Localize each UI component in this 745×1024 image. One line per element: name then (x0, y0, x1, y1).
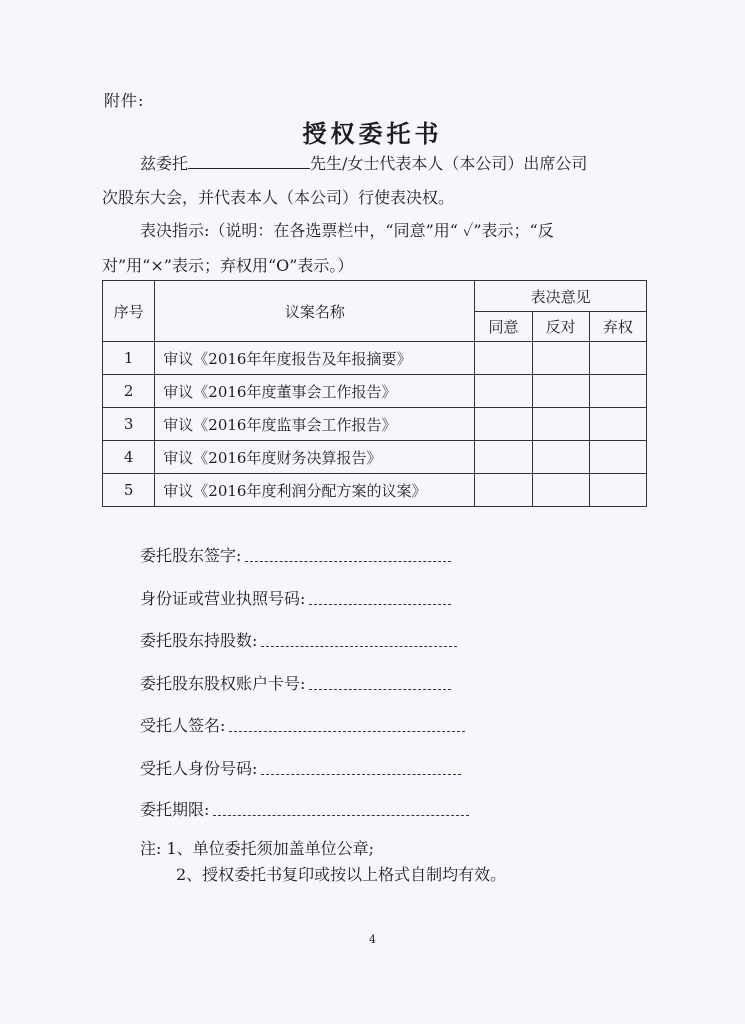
agree-cell[interactable] (475, 441, 532, 474)
term-line[interactable] (213, 805, 469, 816)
signature-line[interactable] (245, 551, 451, 562)
table-row (103, 342, 647, 375)
shares-line[interactable] (261, 636, 457, 647)
id-number-field (140, 586, 451, 609)
abstain-cell[interactable] (589, 375, 646, 408)
agree-cell[interactable] (475, 474, 532, 507)
trustee-signature-field (140, 713, 465, 736)
agree-cell[interactable] (475, 408, 532, 441)
table-row (103, 441, 647, 474)
page-number: 4 (369, 933, 376, 946)
abstain-cell[interactable] (589, 474, 646, 507)
instructions-line-2: 对”用“×”表示；弃权用“O”表示。） (102, 256, 354, 275)
note-line-2: 2、授权委托书复印或按以上格式自制均有效。 (176, 865, 507, 884)
row-no: 5 (103, 474, 155, 507)
table-row (103, 408, 647, 441)
row-no: 2 (103, 375, 155, 408)
table-row (103, 474, 647, 507)
agree-cell[interactable] (475, 342, 532, 375)
attachment-label: 附件: (104, 91, 145, 110)
header-agree: 同意 (475, 312, 532, 342)
intro-line-2: 次股东大会，并代表本人（本公司）行使表决权。 (102, 188, 455, 207)
shares-field (140, 628, 457, 651)
oppose-cell[interactable] (532, 375, 589, 408)
account-field (140, 671, 451, 694)
oppose-cell[interactable] (532, 474, 589, 507)
trustee-id-field (140, 756, 461, 779)
intro-prefix: 兹委托 (140, 154, 189, 173)
shares-label: 委托股东持股数: (140, 631, 258, 650)
intro-suffix: 先生/女士代表本人（本公司）出席公司 (310, 154, 588, 173)
note-line-1: 注: 1、单位委托须加盖单位公章; (140, 839, 375, 858)
row-name: 审议《2016年年度报告及年报摘要》 (155, 342, 475, 375)
row-no: 3 (103, 408, 155, 441)
id-number-line[interactable] (309, 594, 451, 605)
trustee-id-label: 受托人身份号码: (140, 759, 258, 778)
header-name: 议案名称 (155, 281, 475, 342)
row-name: 审议《2016年度利润分配方案的议案》 (155, 474, 475, 507)
header-opinion: 表决意见 (475, 281, 647, 312)
row-name: 审议《2016年度董事会工作报告》 (155, 375, 475, 408)
trustee-id-line[interactable] (261, 764, 461, 775)
voting-table (102, 280, 647, 507)
row-name: 审议《2016年度财务决算报告》 (155, 441, 475, 474)
proxy-name-blank[interactable] (188, 154, 310, 169)
abstain-cell[interactable] (589, 408, 646, 441)
document-title: 授权委托书 (302, 119, 443, 148)
term-label: 委托期限: (140, 800, 210, 819)
abstain-cell[interactable] (589, 342, 646, 375)
oppose-cell[interactable] (532, 408, 589, 441)
instructions-line-1: 表决指示:（说明：在各选票栏中，“同意”用“ ✓”表示；“反 (140, 221, 554, 240)
trustee-signature-label: 受托人签名: (140, 716, 226, 735)
table-row (103, 375, 647, 408)
header-abstain: 弃权 (589, 312, 646, 342)
intro-line-1 (140, 154, 685, 173)
row-no: 1 (103, 342, 155, 375)
id-number-label: 身份证或营业执照号码: (140, 589, 306, 608)
header-no: 序号 (103, 281, 155, 342)
account-label: 委托股东股权账户卡号: (140, 674, 306, 693)
row-name: 审议《2016年度监事会工作报告》 (155, 408, 475, 441)
trustee-signature-line[interactable] (229, 721, 465, 732)
agree-cell[interactable] (475, 375, 532, 408)
abstain-cell[interactable] (589, 441, 646, 474)
oppose-cell[interactable] (532, 342, 589, 375)
signature-label: 委托股东签字: (140, 546, 242, 565)
row-no: 4 (103, 441, 155, 474)
signature-field (140, 543, 451, 566)
term-field (140, 797, 469, 820)
account-line[interactable] (309, 679, 451, 690)
header-oppose: 反对 (532, 312, 589, 342)
oppose-cell[interactable] (532, 441, 589, 474)
